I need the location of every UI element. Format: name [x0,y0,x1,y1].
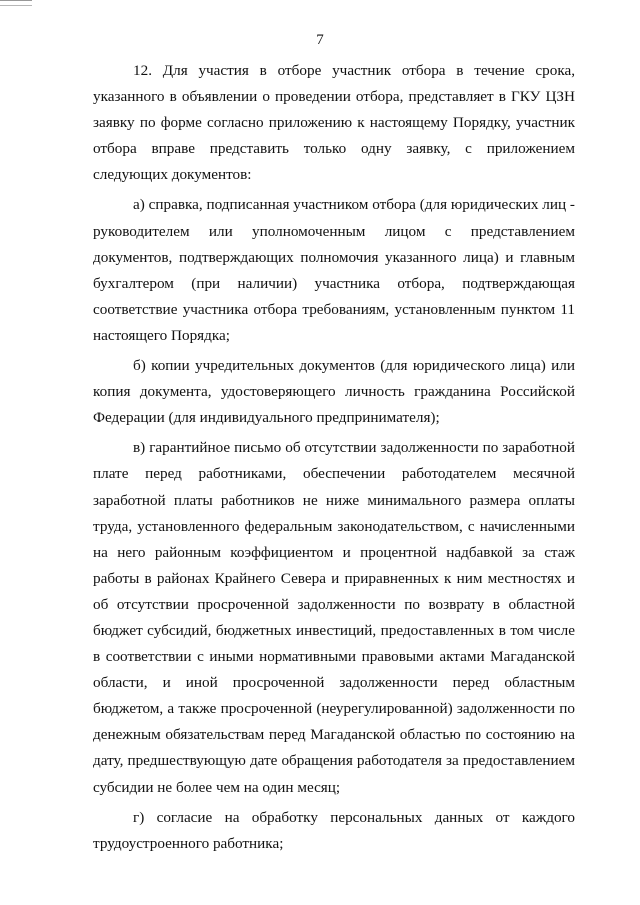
page-number: 7 [316,32,324,48]
paragraph-item-v: в) гарантийное письмо об отсутствии задолженности по заработной плате перед работниками, обеспечении работодателем месячной заработной платы работников не ниже минимального размера оплаты труда, установленного федеральным законодательством, с начисленными на него районным коэффициентом и процентной надбавкой за стаж работы в районах Крайнего Севера и приравненных к ним местностях и об отсутствии просроченной задолженности по возврату в областной бюджет субсидий, бюджетных инвестиций, предоставленных в том числе в соответствии с иными нормативными правовыми актами Магаданской области, и иной просроченной задолженности перед областным бюджетом, а также просроченной (неурегулированной) задолженности по денежным обязательствам перед Магаданской областью по состоянию на дату, предшествующую дате обращения работодателя за предоставлением субсидии не более чем на один месяц; [93,439,575,796]
paragraph-item-a: а) справка, подписанная участником отбора (для юридических лиц - руководителем или уполномоченным лицом с представлением документов, подтверждающих полномочия указанного лица) и главным бухгалтером (при наличии) участника отбора, подтверждающая соответствие участника отбора требованиям, установленным пунктом 11 настоящего Порядка; [93,196,575,344]
paragraph-item-b: б) копии учредительных документов (для юридического лица) или копия документа, удостоверяющего личность гражданина Российской Федерации (для индивидуального предпринимателя); [93,357,575,427]
scan-corner-mark [0,0,32,6]
paragraph-item-g: г) согласие на обработку персональных данных от каждого трудоустроенного работника; [93,808,575,852]
paragraph-12-intro: 12. Для участия в отборе участник отбора в течение срока, указанного в объявлении о проведении отбора, представляет в ГКУ ЦЗН заявку по форме согласно приложению к настоящему Порядку, участник отбора вправе представить только одну заявку, с приложением следующих документов: [93,62,575,184]
document-body [93,58,575,861]
